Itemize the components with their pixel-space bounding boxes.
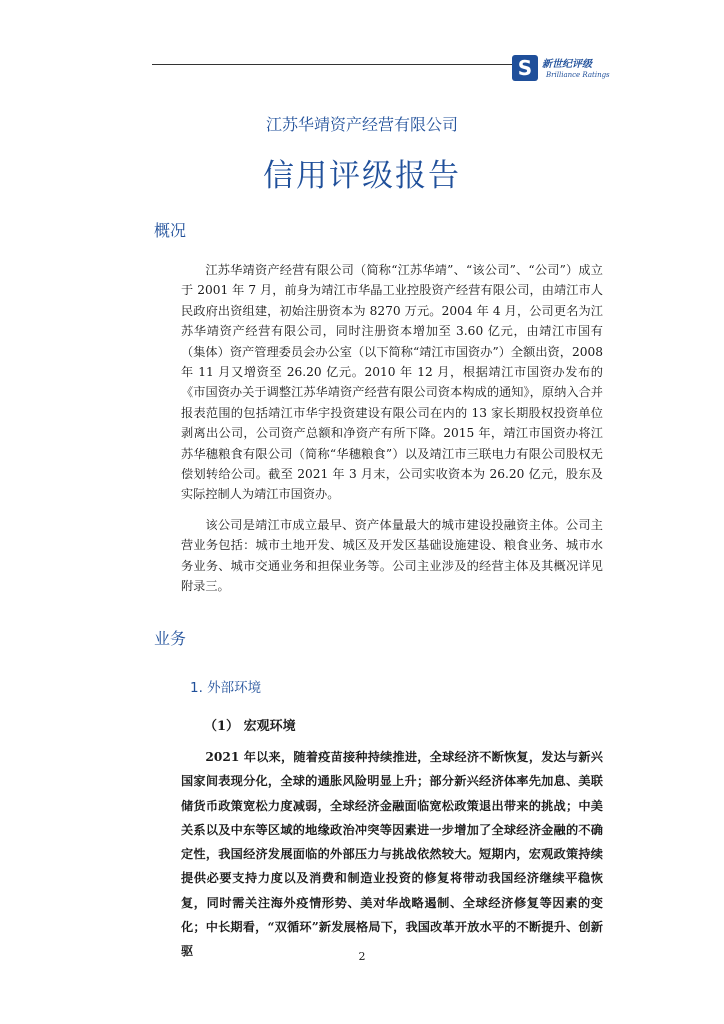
- overview-paragraph-1: 江苏华靖资产经营有限公司（简称“江苏华靖”、“该公司”、“公司”）成立于 2001 年 7 月，前身为靖江市华晶工业控股资产经营有限公司，由靖江市人民政府出资组建，初始注册资本为 8270 万元。2004 年 4 月，公司更名为江苏华靖资产经营有限公司，同时注册资本增加至 3.60 亿元，由靖江市国有（集体）资产管理委员会办公室（以下简称“靖江市国资办”）全额出资，2008 年 11 月又增资至 26.20 亿元。2010 年 12 月，根据靖江市国资办发布的《市国资办关于调整江苏华靖资产经营有限公司资本构成的通知》，原纳入合并报表范围的包括靖江市华宇投资建设有限公司在内的 13 家长期股权投资单位剥离出公司，公司资产总额和净资产有所下降。2015 年，靖江市国资办将江苏华穗粮食有限公司（简称“华穗粮食”）以及靖江市三联电力有限公司股权无偿划转给公司。截至 2021 年 3 月末，公司实收资本为 26.20 亿元，股东及实际控制人为靖江市国资办。: [181, 263, 603, 502]
- page-number: 2: [358, 950, 366, 963]
- header-rule: [152, 64, 512, 65]
- section-heading-business: 业务: [154, 629, 187, 648]
- macro-paragraph-1: 2021 年以来，随着疫苗接种持续推进，全球经济不断恢复，发达与新兴国家间表现分化，全球的通胀风险明显上升；部分新兴经济体率先加息、美联储货币政策宽松力度减弱，全球经济金融面临宽松政策退出带来的挑战；中美关系以及中东等区域的地缘政治冲突等因素进一步增加了全球经济金融的不确定性，我国经济发展面临的外部压力与挑战依然较大。短期内，宏观政策持续提供必要支持力度以及消费和制造业投资的修复将带动我国经济继续平稳恢复，同时需关注海外疫情形势、美对华战略遏制、全球经济修复等因素的变化；中长期看，“双循环”新发展格局下，我国改革开放水平的不断提升、创新驱: [181, 750, 603, 959]
- section-heading-overview: 概况: [154, 221, 187, 240]
- logo-english-name: Brilliance Ratings: [546, 71, 610, 79]
- logo-chinese-name: 新世纪评级: [542, 59, 592, 70]
- overview-paragraph-2: 该公司是靖江市成立最早、资产体量最大的城市建设投融资主体。公司主营业务包括：城市土地开发、城区及开发区基础设施建设、粮食业务、城市水务业务、城市交通业务和担保业务等。公司主业涉及的经营主体及其概况详见附录三。: [181, 518, 603, 594]
- logo-mark-icon: S: [512, 55, 538, 81]
- brand-logo: [512, 53, 610, 85]
- company-name: 江苏华靖资产经营有限公司: [265, 115, 458, 134]
- subsection-heading-external: 1. 外部环境: [190, 680, 262, 696]
- report-title: 信用评级报告: [263, 158, 461, 194]
- subsubsection-heading-macro: （1） 宏观环境: [204, 719, 296, 734]
